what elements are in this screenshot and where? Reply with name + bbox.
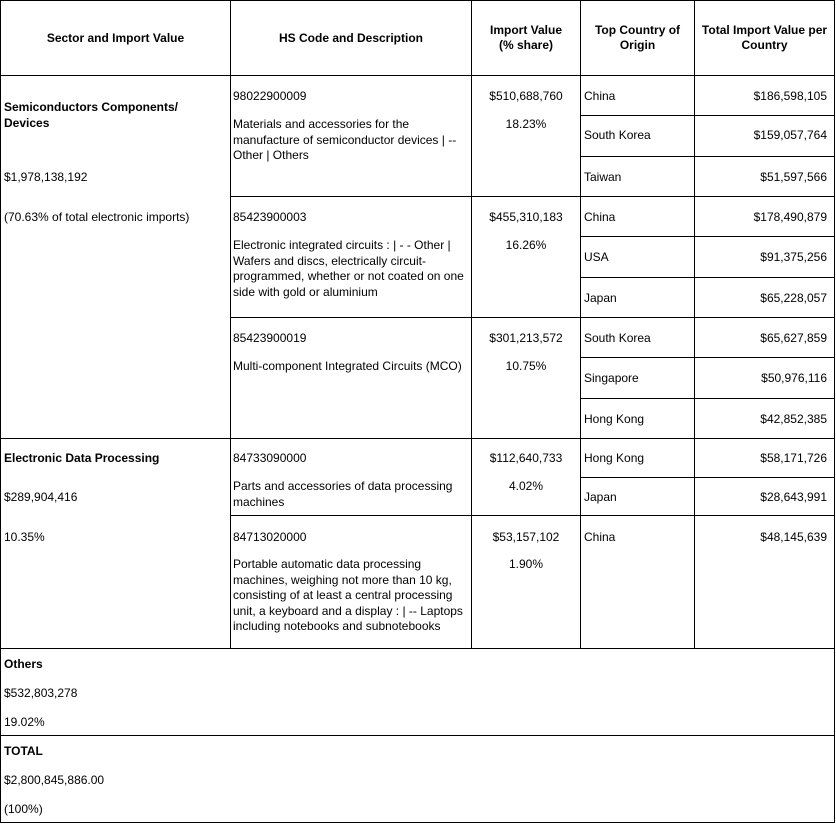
row-divider bbox=[230, 317, 835, 318]
header-import-share-label: (% share) bbox=[498, 38, 554, 52]
others-value: $532,803,278 bbox=[4, 686, 78, 700]
header-sector bbox=[1, 1, 230, 75]
country-divider bbox=[580, 477, 835, 478]
header-country-value-label: Total Import Value per bbox=[701, 23, 828, 37]
import-value: $53,157,102 bbox=[492, 530, 560, 544]
country-value: $91,375,256 bbox=[760, 250, 827, 264]
column-divider bbox=[580, 0, 581, 649]
country-name: Japan bbox=[584, 490, 617, 504]
header-country-value bbox=[695, 1, 834, 75]
hs-code: 84713020000 bbox=[233, 530, 307, 544]
column-divider bbox=[230, 0, 231, 649]
import-share: 1.90% bbox=[508, 557, 544, 571]
header-import-value bbox=[472, 1, 580, 75]
total-label: TOTAL bbox=[4, 744, 43, 758]
country-value: $58,171,726 bbox=[760, 451, 827, 465]
header-sector-label: Sector and Import Value bbox=[46, 30, 185, 45]
header-divider bbox=[0, 75, 835, 76]
country-name: South Korea bbox=[584, 331, 651, 345]
country-value: $178,490,879 bbox=[753, 210, 827, 224]
header-import-value-label: Import Value bbox=[489, 23, 563, 37]
import-value: $455,310,183 bbox=[489, 210, 563, 224]
country-value: $50,976,116 bbox=[761, 371, 827, 385]
sector-value: $289,904,416 bbox=[4, 490, 78, 504]
country-name: USA bbox=[584, 250, 609, 264]
country-name: Japan bbox=[584, 291, 617, 305]
others-label: Others bbox=[4, 657, 43, 671]
sector-name bbox=[4, 100, 228, 131]
hs-description: Multi-component Integrated Circuits (MCO) bbox=[233, 359, 462, 373]
table-border-right bbox=[834, 0, 835, 823]
header-hs-code bbox=[231, 1, 471, 75]
import-share: 18.23% bbox=[505, 117, 547, 131]
country-name: South Korea bbox=[584, 128, 651, 142]
sector-share: 10.35% bbox=[4, 530, 45, 544]
hs-code: 98022900009 bbox=[233, 89, 307, 103]
hs-description: Portable automatic data processing machines, weighing not more than 10 kg, consisting of at least a central processing unit, a keyboard and a display : | -- Laptops including notebooks and subnotebooks bbox=[233, 557, 463, 633]
hs-description: Parts and accessories of data processing machines bbox=[233, 479, 453, 509]
sector-divider bbox=[0, 438, 835, 439]
import-value: $112,640,733 bbox=[489, 451, 563, 465]
hs-code: 84733090000 bbox=[233, 451, 307, 465]
sector-share: (70.63% of total electronic imports) bbox=[4, 210, 190, 224]
header-country-label-2: Origin bbox=[619, 38, 656, 52]
country-divider bbox=[580, 398, 835, 399]
country-name: China bbox=[584, 210, 616, 224]
table-border-bottom bbox=[0, 822, 835, 823]
import-value: $510,688,760 bbox=[489, 89, 563, 103]
country-value: $42,852,385 bbox=[760, 412, 827, 426]
sector-name-line: Semiconductors Components/ bbox=[4, 100, 179, 114]
table-border-left bbox=[0, 0, 1, 823]
header-country-label: Top Country of bbox=[594, 23, 681, 37]
country-value: $65,228,057 bbox=[760, 291, 827, 305]
country-value: $51,597,566 bbox=[760, 170, 827, 184]
import-share: 16.26% bbox=[505, 238, 547, 252]
row-divider bbox=[230, 515, 835, 516]
column-divider bbox=[694, 0, 695, 649]
header-country-value-label-2: Country bbox=[741, 38, 788, 52]
country-name: China bbox=[584, 530, 616, 544]
country-name: Singapore bbox=[584, 371, 639, 385]
country-divider bbox=[580, 357, 835, 358]
header-hs-label: HS Code and Description bbox=[278, 30, 424, 45]
sector-divider bbox=[0, 648, 835, 649]
country-value: $186,598,105 bbox=[753, 89, 827, 103]
hs-code: 85423900019 bbox=[233, 331, 307, 345]
hs-code: 85423900003 bbox=[233, 210, 307, 224]
import-share: 4.02% bbox=[508, 479, 544, 493]
country-value: $159,057,764 bbox=[753, 128, 827, 142]
country-divider bbox=[580, 277, 835, 278]
import-share: 10.75% bbox=[505, 359, 547, 373]
country-name: Taiwan bbox=[584, 170, 622, 184]
country-name: Hong Kong bbox=[584, 412, 645, 426]
others-share: 19.02% bbox=[4, 715, 45, 729]
country-value: $28,643,991 bbox=[760, 490, 827, 504]
country-name: Hong Kong bbox=[584, 451, 645, 465]
country-divider bbox=[580, 115, 835, 116]
sector-name-line: Devices bbox=[4, 115, 50, 130]
sector-name: Electronic Data Processing bbox=[4, 451, 160, 465]
country-value: $65,627,859 bbox=[760, 331, 827, 345]
total-value: $2,800,845,886.00 bbox=[4, 773, 105, 787]
row-divider bbox=[230, 196, 835, 197]
hs-description: Electronic integrated circuits : | - - Other | Wafers and discs, electrically circuit-programmed, whether or not coated on one side with gold or aluminium bbox=[233, 238, 464, 299]
country-name: China bbox=[584, 89, 616, 103]
import-value: $301,213,572 bbox=[489, 331, 563, 345]
country-divider bbox=[580, 156, 835, 157]
sector-divider bbox=[0, 735, 835, 736]
hs-description: Materials and accessories for the manufacture of semiconductor devices | -- Other | Others bbox=[233, 117, 457, 162]
country-value: $48,145,639 bbox=[760, 530, 827, 544]
header-country bbox=[581, 1, 694, 75]
country-divider bbox=[580, 236, 835, 237]
sector-value: $1,978,138,192 bbox=[4, 170, 88, 184]
total-share: (100%) bbox=[4, 802, 43, 816]
